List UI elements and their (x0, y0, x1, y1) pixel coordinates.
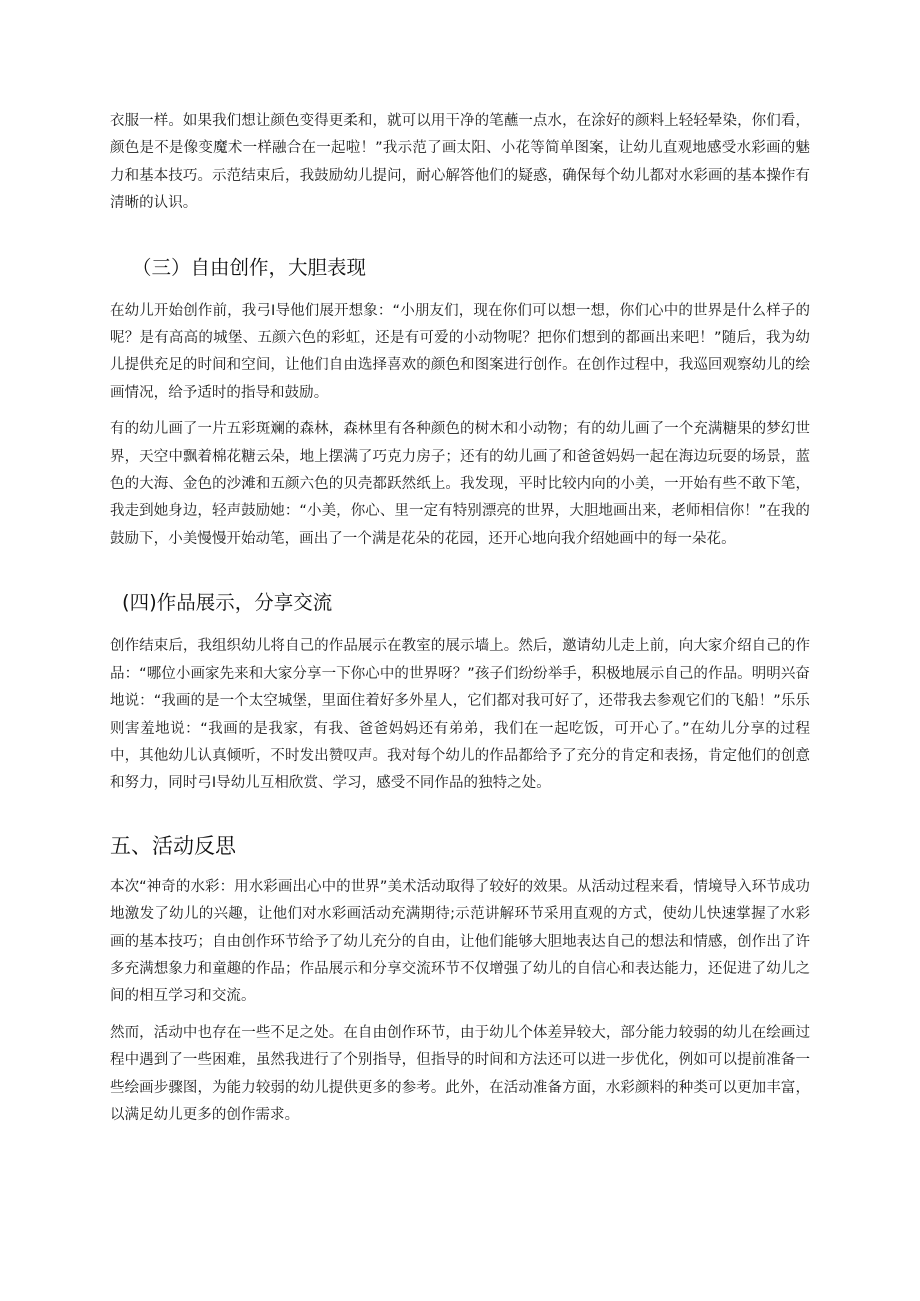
section-4-paragraph-1: 创作结束后，我组织幼儿将自己的作品展示在教室的展示墙上。然后，邀请幼儿走上前，向大家介绍自己的作品：“哪位小画家先来和大家分享一下你心中的世界呀？”孩子们纷纷举手，积极地展示自己的作品。明明兴奋地说：“我画的是一个太空城堡，里面住着好多外星人，它们都对我可好了，还带我去参观它们的飞船！”乐乐则害羞地说：“我画的是我家，有我、爸爸妈妈还有弟弟，我们在一起吃饭，可开心了。”在幼儿分享的过程中，其他幼儿认真倾听，不时发出赞叹声。我对每个幼儿的作品都给予了充分的肯定和表扬，肯定他们的创意和努力，同时弓I导幼儿互相欣赏、学习，感受不同作品的独特之处。 (110, 638, 810, 792)
section-5-paragraph-2: 然而，活动中也存在一些不足之处。在自由创作环节，由于幼儿个体差异较大，部分能力较弱的幼儿在绘画过程中遇到了一些困难，虽然我进行了个别指导，但指导的时间和方法还可以进一步优化，例如可以提前准备一些绘画步骤图，为能力较弱的幼儿提供更多的参考。此外，在活动准备方面，水彩颜料的种类可以更加丰富，以满足幼儿更多的创作需求。 (110, 1024, 810, 1123)
paragraph-intro-continued: 衣服一样。如果我们想让颜色变得更柔和，就可以用干净的笔蘸一点水，在涂好的颜料上轻轻晕染，你们看，颜色是不是像变魔术一样融合在一起啦！”我示范了画太阳、小花等简单图案，让幼儿直观地感受水彩画的魅力和基本技巧。示范结束后，我鼓励幼儿提问，耐心解答他们的疑惑，确保每个幼儿都对水彩画的基本操作有清晰的认识。 (110, 113, 810, 212)
section-5-heading: 五、活动反思 (110, 833, 236, 858)
document-page (110, 108, 810, 1138)
section-3-paragraph-2: 有的幼儿画了一片五彩斑斓的森林，森林里有各种颜色的树木和小动物；有的幼儿画了一个充满糖果的梦幻世界，天空中飘着棉花糖云朵，地上摆满了巧克力房子；还有的幼儿画了和爸爸妈妈一起在海边玩耍的场景，蓝色的大海、金色的沙滩和五颜六色的贝壳都跃然纸上。我发现，平时比较内向的小美，一开始有些不敢下笔，我走到她身边，轻声鼓励她：“小美，你心、里一定有特别漂亮的世界，大胆地画出来，老师相信你！”在我的鼓励下，小美慢慢开始动笔，画出了一个满是花朵的花园，还开心地向我介绍她画中的每一朵花。 (110, 421, 810, 547)
section-3-heading: （三）自由创作，大胆表现 (132, 255, 367, 279)
section-4-heading: (四)作品展示，分享交流 (122, 591, 333, 615)
section-3-paragraph-1: 在幼儿开始创作前，我弓I导他们展开想象：“小朋友们，现在你们可以想一想，你们心中的世界是什么样子的呢？是有高高的城堡、五颜六色的彩虹，还是有可爱的小动物呢？把你们想到的都画出来吧！”随后，我为幼儿提供充足的时间和空间，让他们自由选择喜欢的颜色和图案进行创作。在创作过程中，我巡回观察幼儿的绘画情况，给予适时的指导和鼓励。 (110, 302, 810, 401)
section-5-paragraph-1: 本次“神奇的水彩：用水彩画出心中的世界”美术活动取得了较好的效果。从活动过程来看，情境导入环节成功地激发了幼儿的兴趣，让他们对水彩画活动充满期待;示范讲解环节采用直观的方式，使幼儿快速掌握了水彩画的基本技巧；自由创作环节给予了幼儿充分的自由，让他们能够大胆地表达自己的想法和情感，创作出了许多充满想象力和童趣的作品；作品展示和分享交流环节不仅增强了幼儿的自信心和表达能力，还促进了幼儿之间的相互学习和交流。 (110, 878, 810, 1005)
